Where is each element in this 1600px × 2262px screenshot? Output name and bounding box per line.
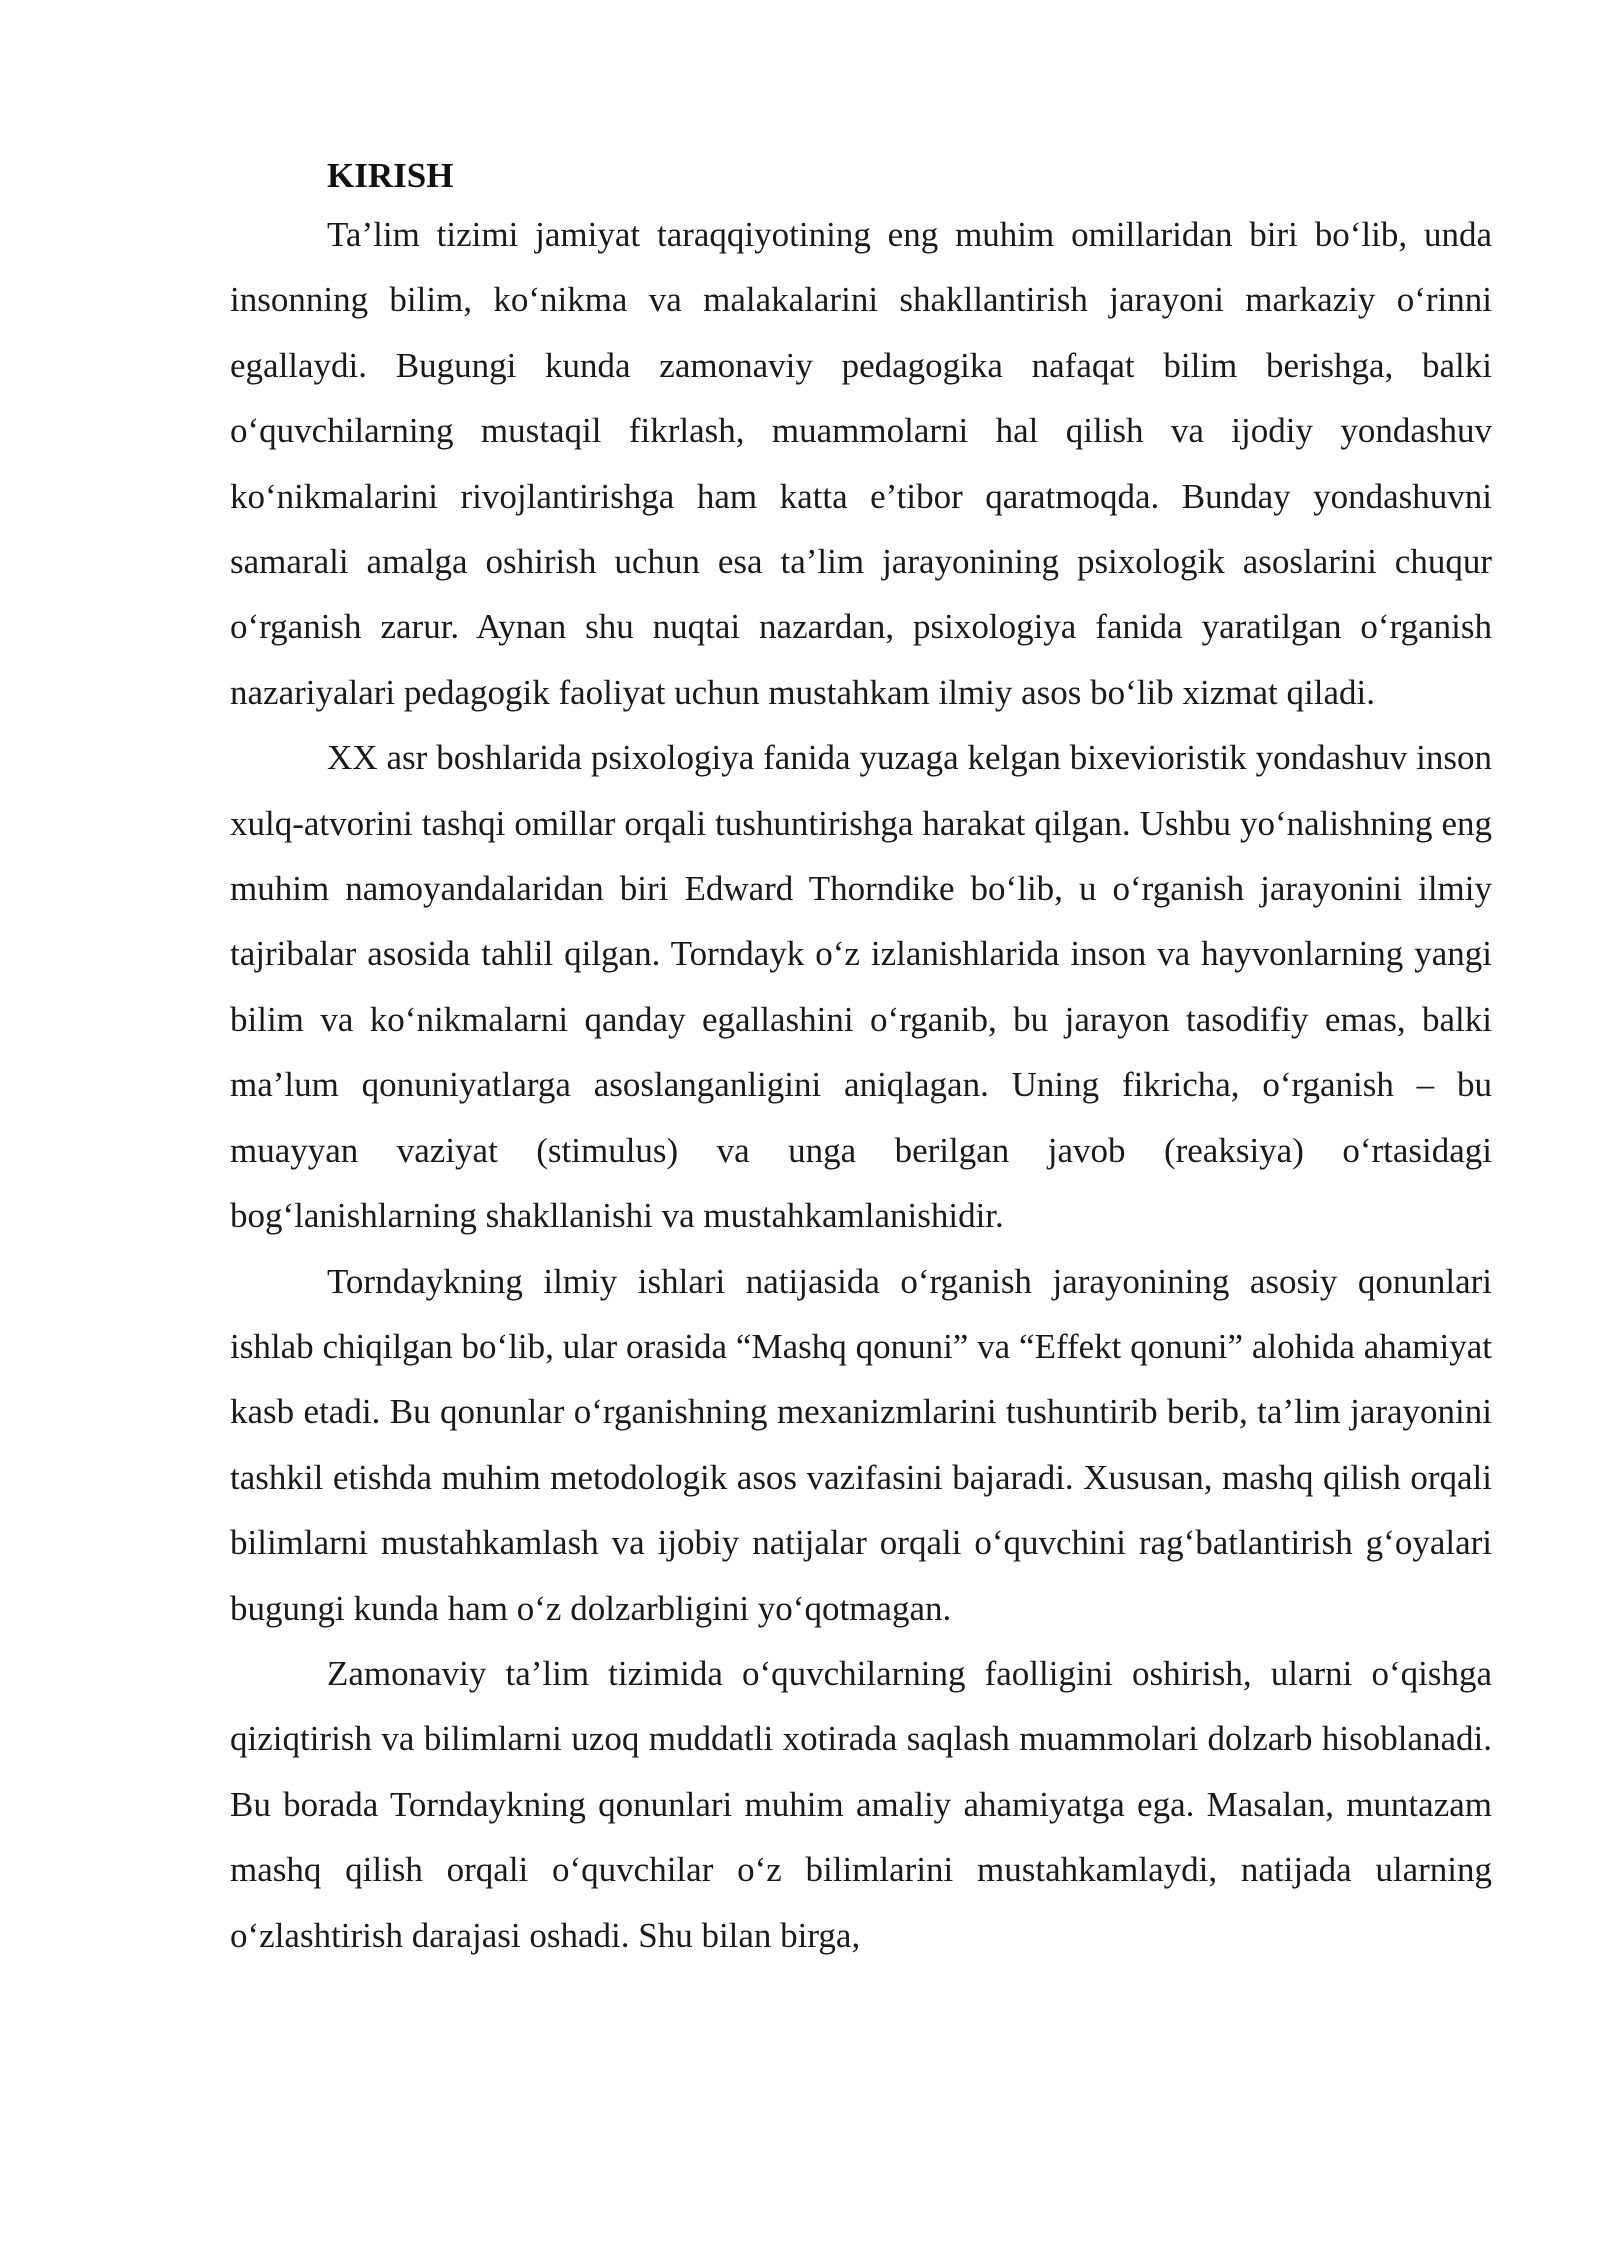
paragraph-4: Zamonaviy ta’lim tizimida o‘quvchilarning faolligini oshirish, ularni o‘qishga qiziqtirish va bilimlarni uzoq muddatli xotirada saqlash muammolari dolzarb hisoblanadi. Bu borada Torndaykning qonunlari muhim amaliy ahamiyatga ega. Masalan, muntazam mashq qilish orqali o‘quvchilar o‘z bilimlarini mustahkamlaydi, natijada ularning o‘zlashtirish darajasi oshadi. Shu bilan birga, [230,1653,1492,1955]
paragraph-2: XX asr boshlarida psixologiya fanida yuzaga kelgan bixevioristik yondashuv inson xulq-atvorini tashqi omillar orqali tushuntirishga harakat qilgan. Ushbu yo‘nalishning eng muhim namoyandalaridan biri Edward Thorndike bo‘lib, u o‘rganish jarayonini ilmiy tajribalar asosida tahlil qilgan. Torndayk o‘z izlanishlarida inson va hayvonlarning yangi bilim va ko‘nikmalarni qanday egallashini o‘rganib, bu jarayon tasodifiy emas, balki ma’lum qonuniyatlarga asoslanganligini aniqlagan. Uning fikricha, o‘rganish – bu muayyan vaziyat (stimulus) va unga berilgan javob (reaksiya) o‘rtasidagi bog‘lanishlarning shakllanishi va mustahkamlanishidir. [230,738,1492,1236]
section-heading: KIRISH [327,156,454,195]
paragraph-1: Ta’lim tizimi jamiyat taraqqiyotining eng muhim omillaridan biri bo‘lib, unda insonning bilim, ko‘nikma va malakalarini shakllantirish jarayoni markaziy o‘rinni egallaydi. Bugungi kunda zamonaviy pedagogika nafaqat bilim berishga, balki o‘quvchilarning mustaqil fikrlash, muammolarni hal qilish va ijodiy yondashuv ko‘nikmalarini rivojlantirishga ham katta e’tibor qaratmoqda. Bunday yondashuvni samarali amalga oshirish uchun esa ta’lim jarayonining psixologik asoslarini chuqur o‘rganish zarur. Aynan shu nuqtai nazardan, psixologiya fanida yaratilgan o‘rganish nazariyalari pedagogik faoliyat uchun mustahkam ilmiy asos bo‘lib xizmat qiladi. [230,215,1492,712]
paragraph-3: Torndaykning ilmiy ishlari natijasida o‘rganish jarayonining asosiy qonunlari ishlab chiqilgan bo‘lib, ular orasida “Mashq qonuni” va “Effekt qonuni” alohida ahamiyat kasb etadi. Bu qonunlar o‘rganishning mexanizmlarini tushuntirib berib, ta’lim jarayonini tashkil etishda muhim metodologik asos vazifasini bajaradi. Xususan, mashq qilish orqali bilimlarni mustahkamlash va ijobiy natijalar orqali o‘quvchini rag‘batlantirish g‘oyalari bugungi kunda ham o‘z dolzarbligini yo‘qotmagan. [230,1261,1492,1628]
document-body [230,150,1492,1968]
